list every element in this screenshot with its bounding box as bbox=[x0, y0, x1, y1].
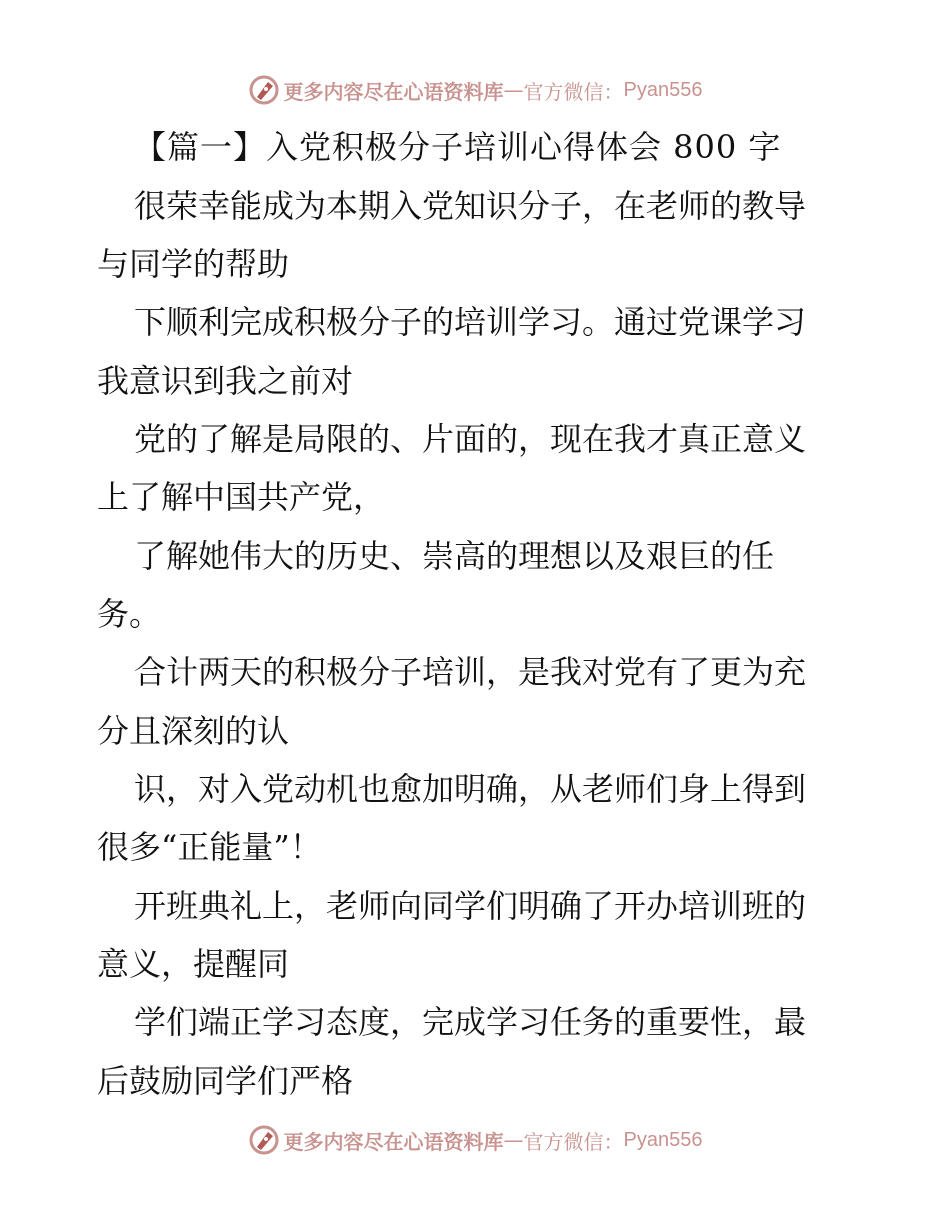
text-line: 上了解中国共产党， bbox=[97, 478, 386, 516]
document-title: 【篇一】入党积极分子培训心得体会 800 字 bbox=[134, 128, 782, 166]
text-line: 识，对入党动机也愈加明确，从老师们身上得到 bbox=[134, 770, 807, 808]
pen-nib-logo-icon bbox=[248, 1124, 280, 1156]
text-line: 后鼓励同学们严格 bbox=[97, 1062, 354, 1100]
text-line: 开班典礼上，老师向同学们明确了开办培训班的 bbox=[134, 887, 807, 925]
header-brand-text: 更多内容尽在心语资料库 bbox=[283, 79, 504, 104]
text-line: 很荣幸能成为本期入党知识分子，在老师的教导 bbox=[134, 187, 807, 225]
footer-wechat-label: 官方微信： bbox=[523, 1129, 624, 1154]
text-line: 党的了解是局限的、片面的，现在我才真正意义 bbox=[134, 420, 807, 458]
footer-brand-text: 更多内容尽在心语资料库 bbox=[283, 1129, 504, 1154]
text-line: 与同学的帮助 bbox=[97, 245, 290, 283]
pen-nib-logo-icon bbox=[248, 74, 280, 106]
footer-banner bbox=[0, 1120, 950, 1160]
text-line: 合计两天的积极分子培训，是我对党有了更为充 bbox=[134, 653, 807, 691]
header-wechat-label: 官方微信： bbox=[523, 79, 624, 104]
text-line: 分且深刻的认 bbox=[97, 712, 290, 750]
header-banner bbox=[0, 70, 950, 110]
footer-wechat-id: Pyan556 bbox=[623, 1128, 703, 1151]
text-line: 下顺利完成积极分子的培训学习。通过党课学习 bbox=[134, 303, 807, 341]
footer-separator: — bbox=[503, 1128, 524, 1152]
text-line: 我意识到我之前对 bbox=[97, 362, 354, 400]
text-line: 意义，提醒同 bbox=[97, 945, 290, 983]
text-line: 很多“正能量”！ bbox=[97, 828, 322, 866]
text-line: 学们端正学习态度，完成学习任务的重要性，最 bbox=[134, 1003, 807, 1041]
text-line: 务。 bbox=[97, 595, 162, 633]
header-separator: — bbox=[503, 78, 524, 102]
text-line: 了解她伟大的历史、崇高的理想以及艰巨的任 bbox=[134, 537, 775, 575]
header-wechat-id: Pyan556 bbox=[623, 78, 703, 101]
